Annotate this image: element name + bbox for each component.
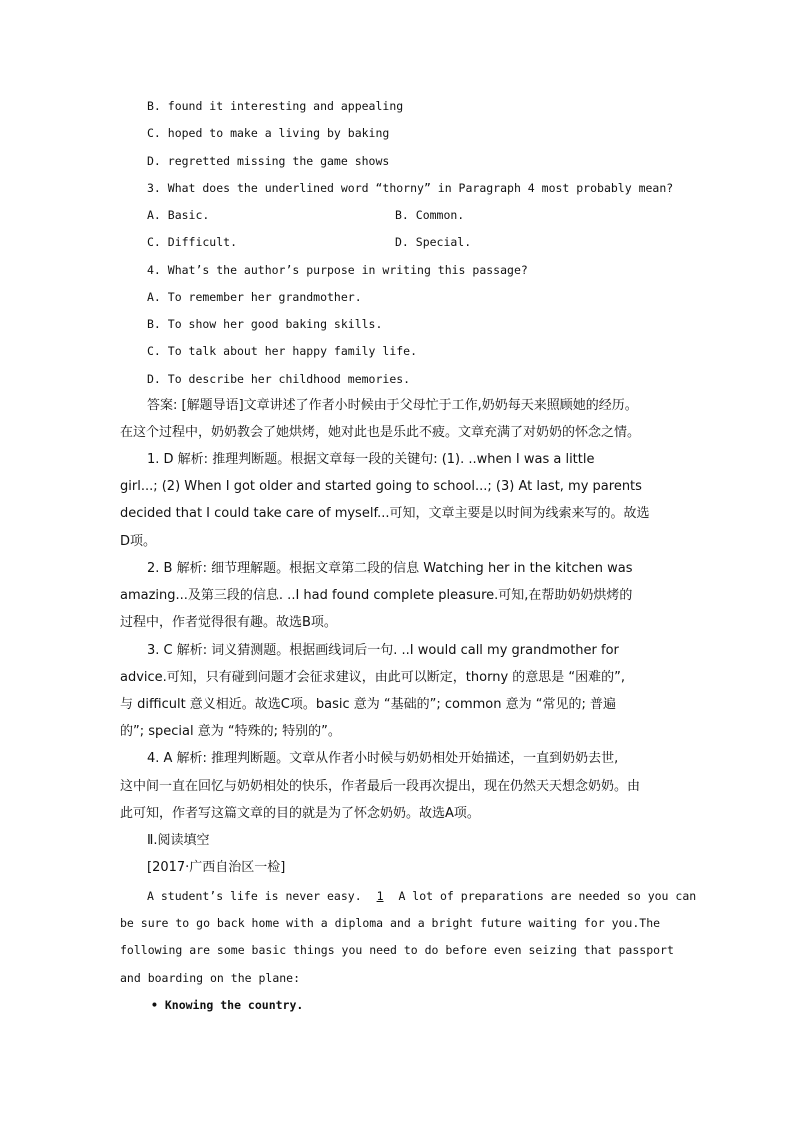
q4-option-c: C. To talk about her happy family life. bbox=[147, 344, 418, 358]
exp2-line-1: 2. B 解析: 细节理解题。根据文章第二段的信息 Watching her in the kitchen was bbox=[147, 561, 633, 576]
passage-line-1-start: A student’s life is never easy. bbox=[147, 889, 362, 903]
exp4-line-3: 此可知，作者写这篇文章的目的就是为了怀念奶奶。故选A项。 bbox=[120, 806, 480, 821]
exp3-line-2: advice.可知，只有碰到问题才会征求建议，由此可以断定，thorny 的意思是 “困难的”, bbox=[120, 670, 626, 685]
q3-option-a: A. Basic. bbox=[147, 208, 210, 222]
q3-stem: 3. What does the underlined word “thorny” in Paragraph 4 most probably mean? bbox=[147, 181, 674, 195]
exp3-line-3: 与 difficult 意义相近。故选C项。basic 意为 “基础的”; common 意为 “常见的; 普遍 bbox=[120, 697, 616, 712]
q4-option-d: D. To describe her childhood memories. bbox=[147, 372, 411, 386]
q3-option-d: D. Special. bbox=[395, 235, 472, 249]
bullet-knowing-country: • Knowing the country. bbox=[151, 998, 304, 1012]
section-heading: Ⅱ.阅读填空 bbox=[147, 833, 210, 848]
exp2-line-3: 过程中，作者觉得很有趣。故选B项。 bbox=[120, 615, 337, 630]
exp3-line-4: 的”; special 意为 “特殊的; 特别的”。 bbox=[120, 724, 341, 739]
exp1-line-4: D项。 bbox=[120, 534, 157, 549]
exp4-line-1: 4. A 解析: 推理判断题。文章从作者小时候与奶奶相处开始描述，一直到奶奶去世, bbox=[147, 751, 619, 766]
exp1-line-1: 1. D 解析: 推理判断题。根据文章每一段的关键句: (1). ..when I was a little bbox=[147, 452, 595, 467]
q4-stem: 4. What’s the author’s purpose in writing this passage? bbox=[147, 263, 528, 277]
q3-option-b: B. Common. bbox=[395, 208, 465, 222]
answer-intro-line-2: 在这个过程中，奶奶教会了她烘烤，她对此也是乐此不疲。文章充满了对奶奶的怀念之情。 bbox=[120, 425, 641, 440]
exp1-line-3: decided that I could take care of myself...可知，文章主要是以时间为线索来写的。故选 bbox=[120, 506, 650, 521]
passage-line-2: be sure to go back home with a diploma and a bright future waiting for you.The bbox=[120, 916, 661, 930]
passage-line-3: following are some basic things you need to do before even seizing that passport bbox=[120, 943, 674, 957]
exp4-line-2: 这中间一直在回忆与奶奶相处的快乐，作者最后一段再次提出，现在仍然天天想念奶奶。由 bbox=[120, 779, 641, 794]
q2-option-d: D. regretted missing the game shows bbox=[147, 154, 390, 168]
answer-intro-line-1: 答案: [解题导语]文章讲述了作者小时候由于父母忙于工作,奶奶每天来照顾她的经历。 bbox=[147, 398, 638, 413]
q3-option-c: C. Difficult. bbox=[147, 235, 238, 249]
exp2-line-2: amazing...及第三段的信息. ..I had found complete pleasure.可知,在帮助奶奶烘烤的 bbox=[120, 588, 633, 603]
q2-option-b: B. found it interesting and appealing bbox=[147, 99, 404, 113]
blank-1: 1 bbox=[376, 889, 384, 903]
passage-line-1 bbox=[147, 888, 696, 904]
section-source: [2017·广西自治区一检] bbox=[147, 860, 286, 875]
q2-option-c: C. hoped to make a living by baking bbox=[147, 126, 390, 140]
q4-option-b: B. To show her good baking skills. bbox=[147, 317, 383, 331]
passage-line-1-end: A lot of preparations are needed so you can bbox=[398, 889, 697, 903]
exp3-line-1: 3. C 解析: 词义猜测题。根据画线词后一句. ..I would call my grandmother for bbox=[147, 643, 619, 658]
exp1-line-2: girl...; (2) When I got older and started going to school...; (3) At last, my parents bbox=[120, 479, 642, 494]
passage-line-4: and boarding on the plane: bbox=[120, 971, 301, 985]
q4-option-a: A. To remember her grandmother. bbox=[147, 290, 362, 304]
